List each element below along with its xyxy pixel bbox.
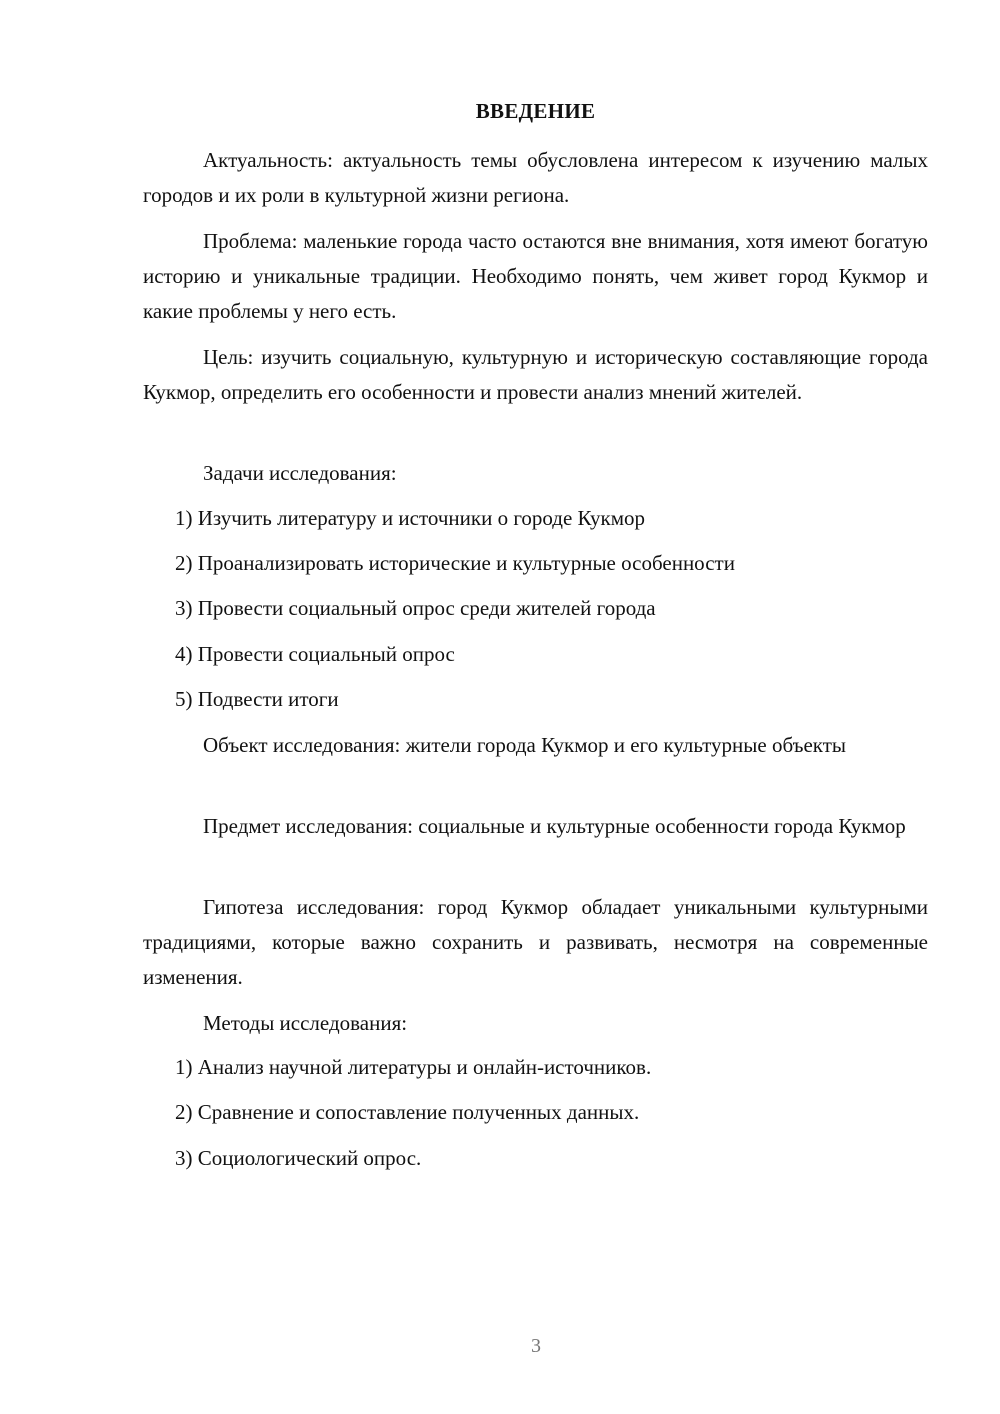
- tasks-heading: Задачи исследования:: [203, 461, 397, 485]
- subject-paragraph: Предмет исследования: социальные и культурные особенности города Кукмор: [203, 814, 906, 838]
- task-item: 2) Проанализировать исторические и культурные особенности: [175, 551, 735, 575]
- method-item: 1) Анализ научной литературы и онлайн-источников.: [175, 1055, 652, 1079]
- task-item: 5) Подвести итоги: [175, 687, 339, 711]
- task-item: 4) Провести социальный опрос: [175, 642, 455, 666]
- task-item: 3) Провести социальный опрос среди жителей города: [175, 596, 656, 620]
- page-title: ВВЕДЕНИЕ: [475, 99, 596, 123]
- method-item: 2) Сравнение и сопоставление полученных данных.: [175, 1100, 640, 1124]
- task-item: 1) Изучить литературу и источники о городе Кукмор: [175, 506, 645, 530]
- relevance-paragraph: Актуальность: актуальность темы обусловлена интересом к изучению малых городов и их роли в культурной жизни региона.: [143, 148, 928, 207]
- hypothesis-paragraph: Гипотеза исследования: город Кукмор обладает уникальными культурными традициями, которые важно сохранить и развивать, несмотря на современные изменения.: [143, 895, 928, 989]
- methods-heading: Методы исследования:: [203, 1011, 408, 1035]
- goal-paragraph: Цель: изучить социальную, культурную и историческую составляющие города Кукмор, определить его особенности и провести анализ мнений жителей.: [143, 345, 928, 404]
- method-item: 3) Социологический опрос.: [175, 1146, 422, 1170]
- problem-paragraph: Проблема: маленькие города часто остаются вне внимания, хотя имеют богатую историю и уникальные традиции. Необходимо понять, чем живет город Кукмор и какие проблемы у него есть.: [143, 229, 928, 323]
- object-paragraph: Объект исследования: жители города Кукмор и его культурные объекты: [203, 733, 847, 757]
- page-number: 3: [531, 1335, 541, 1357]
